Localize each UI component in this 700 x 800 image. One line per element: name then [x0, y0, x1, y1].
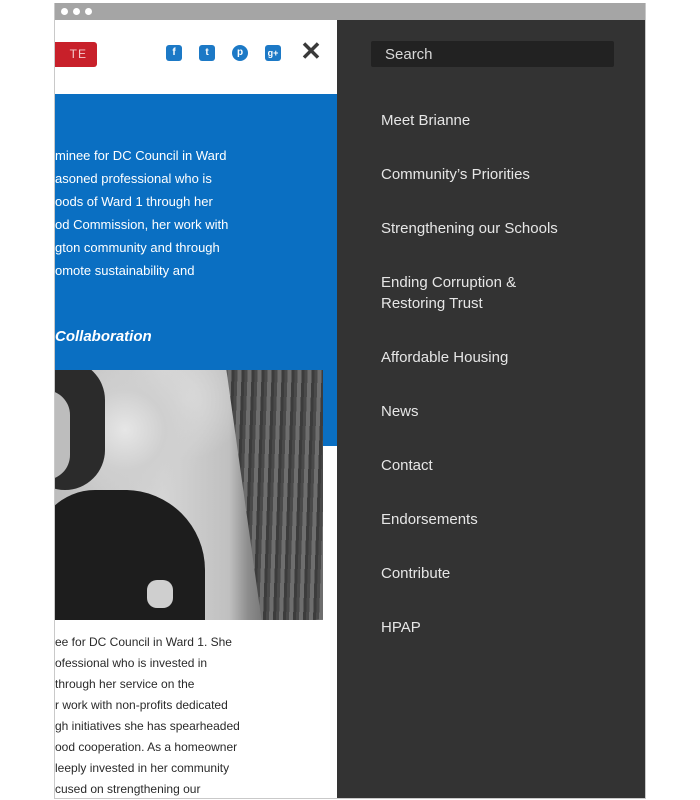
- body-text-line: leeply invested in her community: [55, 761, 230, 775]
- pinterest-icon[interactable]: p: [232, 45, 248, 61]
- page-content: [55, 20, 337, 799]
- tree-trunk: [225, 370, 323, 620]
- menu-item-contribute[interactable]: Contribute: [381, 565, 451, 582]
- facebook-icon[interactable]: f: [166, 45, 182, 61]
- body-text-line: r work with non-profits dedicated: [55, 698, 228, 712]
- menu-item-hpap[interactable]: HPAP: [381, 619, 421, 636]
- body-text-line: ee for DC Council in Ward 1. She: [55, 635, 232, 649]
- menu-item-meet-brianne[interactable]: Meet Brianne: [381, 112, 471, 129]
- body-text-line: cused on strengthening our: [55, 782, 201, 796]
- body-text-line: gh initiatives she has spearheaded: [55, 719, 240, 733]
- menu-item-strengthening-schools[interactable]: Strengthening our Schools: [381, 220, 558, 237]
- donate-button[interactable]: TE: [55, 42, 97, 67]
- window-dot: [61, 8, 68, 15]
- body-text-line: through her service on the: [55, 677, 195, 691]
- hero-text-line: asoned professional who is: [55, 171, 212, 186]
- window-dot: [73, 8, 80, 15]
- candidate-photo: [55, 370, 323, 620]
- google-plus-icon[interactable]: g+: [265, 45, 281, 61]
- body-text-line: ood cooperation. As a homeowner: [55, 740, 238, 754]
- menu-item-news[interactable]: News: [381, 403, 419, 420]
- menu-item-contact[interactable]: Contact: [381, 457, 433, 474]
- hero-text-line: omote sustainability and: [55, 263, 195, 278]
- person-jacket: [55, 490, 205, 620]
- hero-text-line: minee for DC Council in Ward: [55, 148, 227, 163]
- menu-item-affordable-housing[interactable]: Affordable Housing: [381, 349, 509, 366]
- hero-text-line: od Commission, her work with: [55, 217, 229, 232]
- hero-subheading: Collaboration: [55, 328, 152, 345]
- browser-titlebar: [55, 3, 645, 20]
- window-dot: [85, 8, 92, 15]
- close-icon[interactable]: ✕: [300, 36, 322, 66]
- hero-text-line: gton community and through: [55, 240, 220, 255]
- search-input[interactable]: [371, 41, 614, 67]
- nav-drawer: [337, 20, 646, 799]
- person-hand: [147, 580, 173, 608]
- body-text-line: ofessional who is invested in: [55, 656, 208, 670]
- menu-item-endorsements[interactable]: Endorsements: [381, 511, 478, 528]
- menu-item-ending-corruption[interactable]: Ending Corruption & Restoring Trust: [381, 274, 517, 312]
- hero-text-line: oods of Ward 1 through her: [55, 194, 213, 209]
- twitter-icon[interactable]: t: [199, 45, 215, 61]
- menu-item-community-priorities[interactable]: Community’s Priorities: [381, 166, 530, 183]
- browser-window: [54, 3, 646, 799]
